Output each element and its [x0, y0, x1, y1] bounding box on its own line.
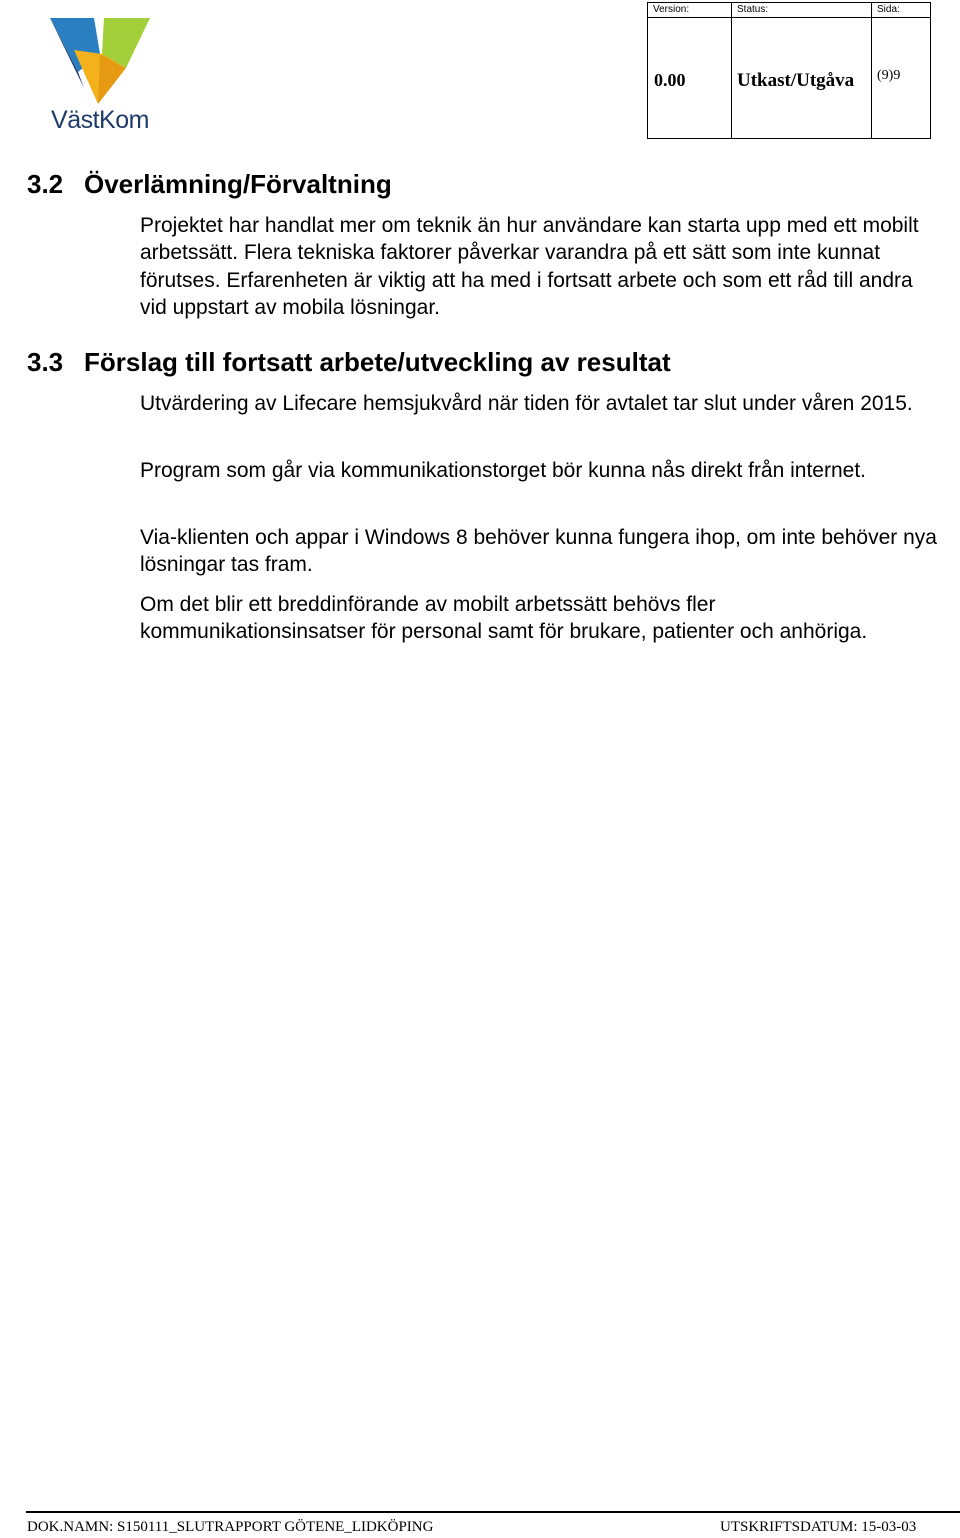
footer-document-name: DOK.NAMN: S150111_SLUTRAPPORT GÖTENE_LIDKÖPING: [27, 1519, 434, 1535]
footer-divider: [26, 1511, 960, 1513]
section-heading: [27, 169, 392, 199]
footer-print-date: UTSKRIFTSDATUM: 15-03-03: [720, 1519, 917, 1535]
paragraph: Program som går via kommunikationstorget bör kunna nås direkt från internet.: [140, 459, 867, 482]
logo-text: VästKom: [51, 106, 149, 134]
page-label: Sida:: [872, 3, 931, 18]
section-title: Förslag till fortsatt arbete/utveckling av resultat: [84, 347, 671, 377]
section-number: 3.2: [27, 169, 64, 199]
version-label: Version:: [648, 3, 732, 18]
paragraph: Via-klienten och appar i Windows 8 behöver kunna fungera ihop, om inte behöver nya lösningar tas fram.: [140, 526, 937, 577]
status-value: Utkast/Utgåva: [732, 18, 872, 139]
paragraph: Projektet har handlat mer om teknik än hur användare kan starta upp med ett mobilt arbetssätt. Flera tekniska faktorer påverkar varandra på ett sätt som inte kunnat förutses. Erfarenheten är viktig att ha med i fortsatt arbete och som ett råd till andra vid uppstart av mobila lösningar.: [140, 214, 919, 319]
page-value: (9)9: [872, 18, 931, 139]
paragraph: Om det blir ett breddinförande av mobilt arbetssätt behövs fler kommunikationsinsatser för personal samt för brukare, patienter och anhöriga.: [140, 593, 868, 644]
vastkom-logo: [44, 14, 156, 136]
section-number: 3.3: [27, 347, 64, 377]
meta-values-row: [648, 18, 931, 139]
meta-labels-row: [648, 3, 931, 18]
paragraph: Utvärdering av Lifecare hemsjukvård när tiden för avtalet tar slut under våren 2015.: [140, 392, 913, 415]
section-title: Överlämning/Förvaltning: [84, 169, 392, 199]
version-value: 0.00: [648, 18, 732, 139]
section-heading: [27, 347, 671, 377]
document-meta-table: [647, 2, 931, 139]
vastkom-logo-mark: [44, 14, 156, 106]
status-label: Status:: [732, 3, 872, 18]
